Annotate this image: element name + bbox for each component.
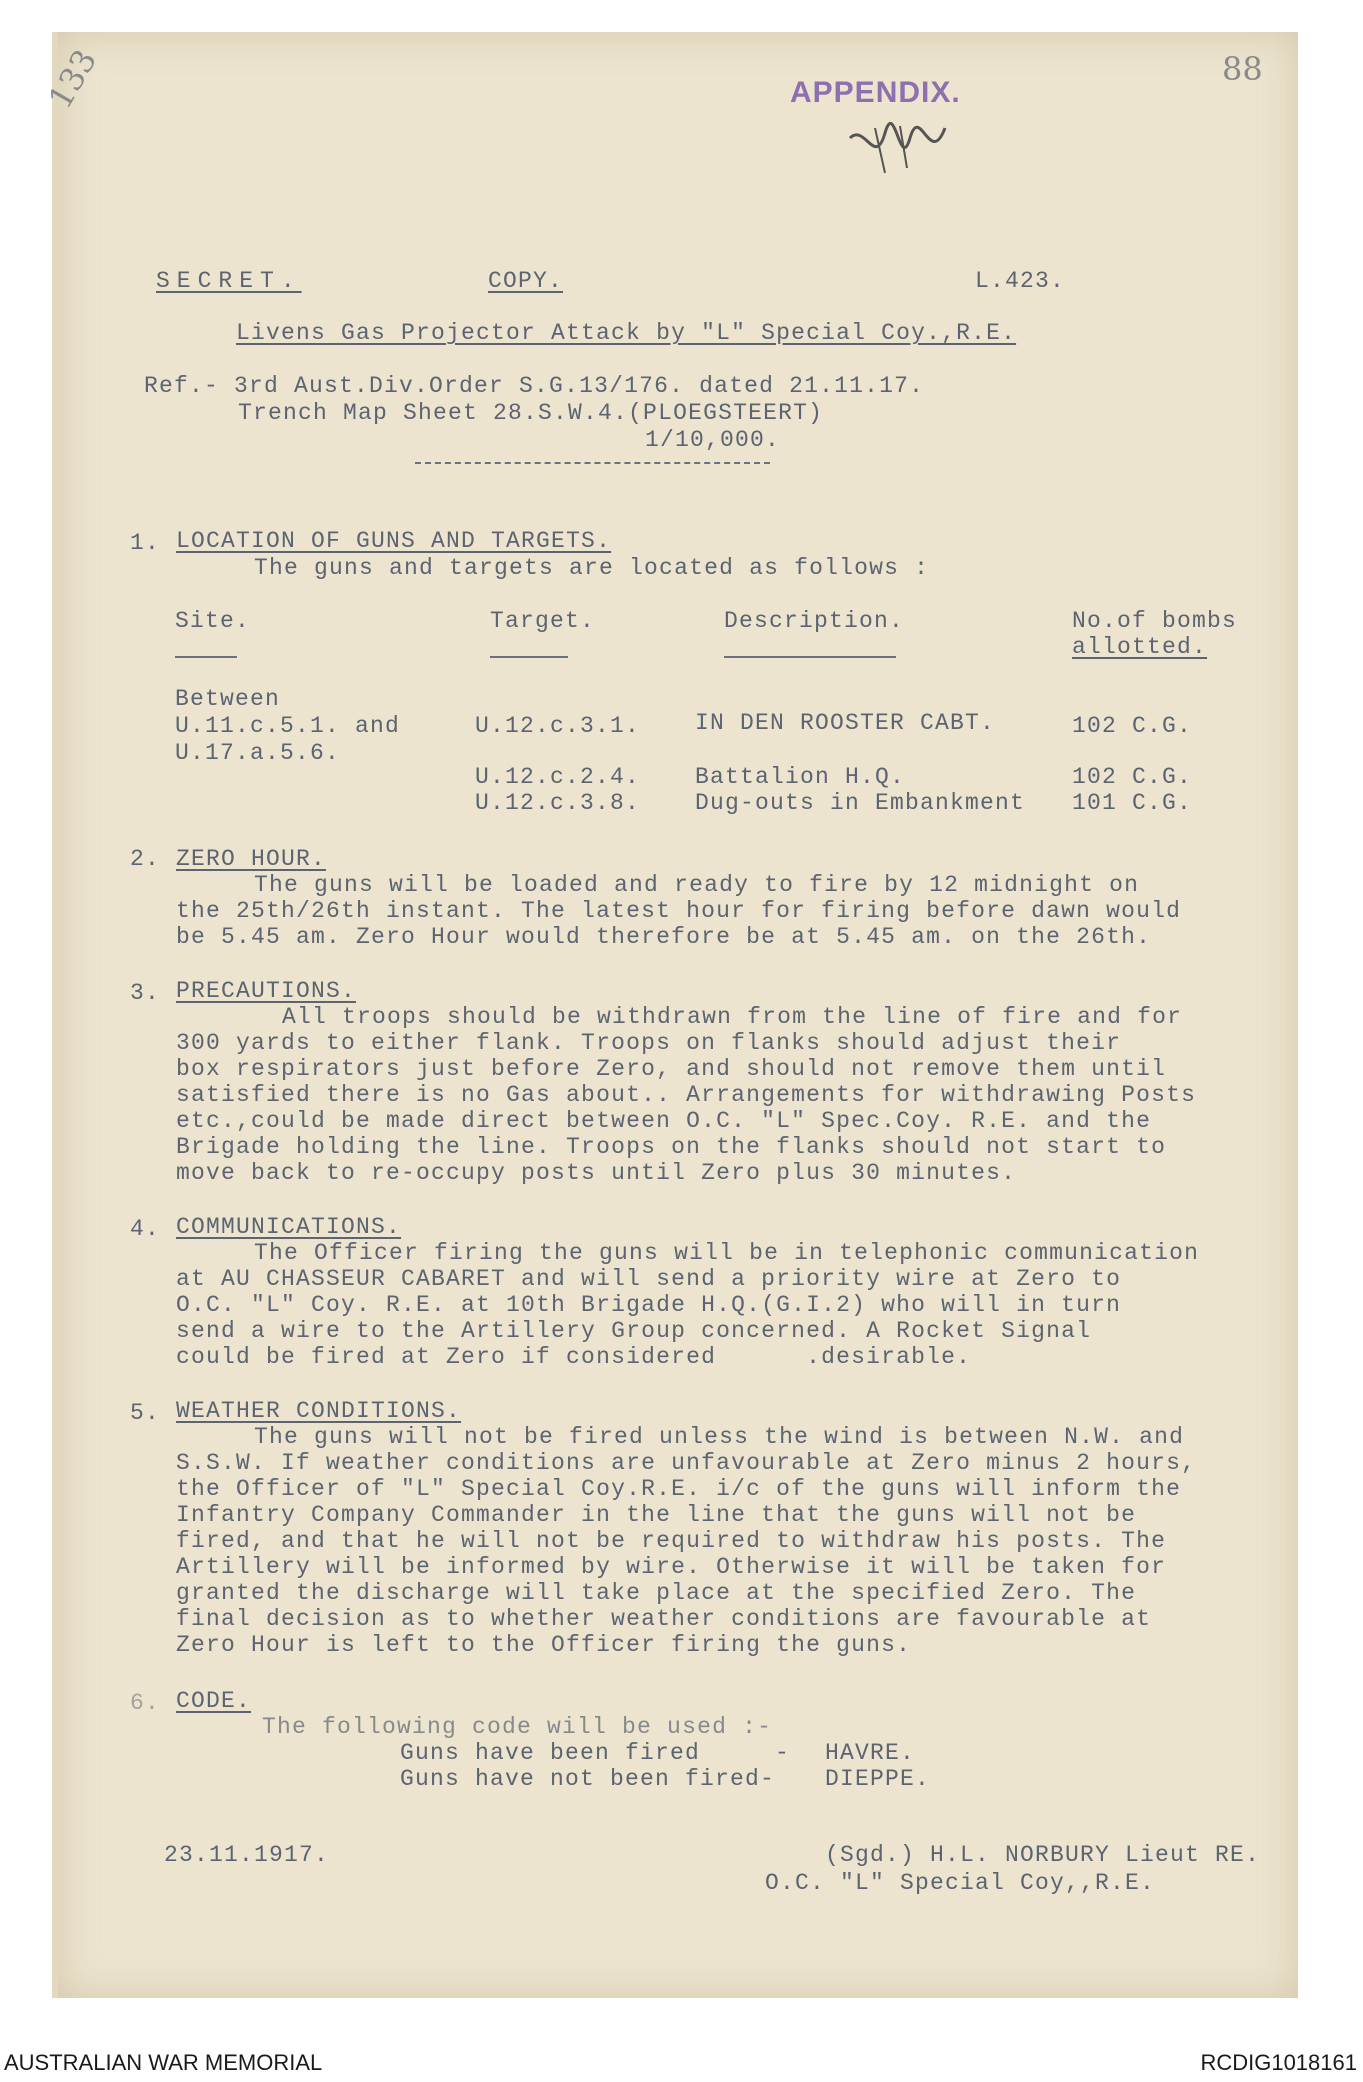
code-value-not-fired: DIEPPE. bbox=[825, 1766, 931, 1792]
description-row-1: IN DEN ROOSTER CABT. bbox=[695, 710, 996, 736]
section-5-line-2: S.S.W. If weather conditions are unfavourable at Zero minus 2 hours, bbox=[176, 1450, 1197, 1476]
footer-source: AUSTRALIAN WAR MEMORIAL bbox=[4, 2050, 323, 2075]
page-number: 88 bbox=[1222, 50, 1263, 88]
column-site: Site. bbox=[175, 608, 251, 634]
section-5-line-5: fired, and that he will not be required to withdraw his posts. The bbox=[176, 1528, 1167, 1554]
reference-code: L.423. bbox=[975, 268, 1066, 294]
ref-line-3: 1/10,000. bbox=[645, 427, 781, 453]
corner-number: 133 bbox=[40, 43, 105, 115]
column-bombs-line-2: allotted. bbox=[1072, 634, 1208, 660]
section-2-line-2: the 25th/26th instant. The latest hour for firing before dawn would bbox=[176, 898, 1182, 924]
ref-line-2: Trench Map Sheet 28.S.W.4.(PLOEGSTEERT) bbox=[238, 400, 824, 426]
target-row-3: U.12.c.3.8. bbox=[475, 790, 641, 816]
target-row-1: U.12.c.3.1. bbox=[475, 713, 641, 739]
section-5-line-1: The guns will not be fired unless the wind is between N.W. and bbox=[254, 1424, 1185, 1450]
handwritten-signature-icon bbox=[845, 118, 955, 178]
section-3-line-1: All troops should be withdrawn from the line of fire and for bbox=[282, 1004, 1183, 1030]
section-6-heading: CODE. bbox=[176, 1688, 252, 1714]
section-4-line-4: send a wire to the Artillery Group concerned. A Rocket Signal bbox=[176, 1318, 1092, 1344]
section-5-line-6: Artillery will be informed by wire. Otherwise it will be taken for bbox=[176, 1554, 1167, 1580]
section-1-intro: The guns and targets are located as follows : bbox=[254, 555, 930, 581]
section-5-number: 5. bbox=[130, 1400, 161, 1426]
section-3-line-3: box respirators just before Zero, and should not remove them until bbox=[176, 1056, 1167, 1082]
ref-line-1: Ref.- 3rd Aust.Div.Order S.G.13/176. dated 21.11.17. bbox=[144, 373, 925, 399]
bombs-row-2: 102 C.G. bbox=[1072, 764, 1193, 790]
column-target: Target. bbox=[490, 608, 596, 634]
site-line-3: U.17.a.5.6. bbox=[175, 740, 341, 766]
section-5-line-8: final decision as to whether weather conditions are favourable at bbox=[176, 1606, 1152, 1632]
section-5-line-3: the Officer of "L" Special Coy.R.E. i/c of the guns will inform the bbox=[176, 1476, 1182, 1502]
section-4-line-1: The Officer firing the guns will be in telephonic communication bbox=[254, 1240, 1200, 1266]
section-1-heading: LOCATION OF GUNS AND TARGETS. bbox=[176, 528, 612, 554]
section-2-number: 2. bbox=[130, 846, 161, 872]
copy-label: COPY. bbox=[488, 268, 564, 294]
target-row-2: U.12.c.2.4. bbox=[475, 764, 641, 790]
section-4-line-5: could be fired at Zero if considered .desirable. bbox=[176, 1344, 972, 1370]
description-row-2: Battalion H.Q. bbox=[695, 764, 906, 790]
signature-title: O.C. "L" Special Coy,,R.E. bbox=[765, 1870, 1156, 1896]
site-line-1: Between bbox=[175, 686, 281, 712]
section-3-number: 3. bbox=[130, 980, 161, 1006]
section-4-line-3: O.C. "L" Coy. R.E. at 10th Brigade H.Q.(G.I.2) who will in turn bbox=[176, 1292, 1122, 1318]
signature: (Sgd.) H.L. NORBURY Lieut RE. bbox=[825, 1842, 1261, 1868]
column-description-rule bbox=[724, 656, 896, 658]
description-row-3: Dug-outs in Embankment bbox=[695, 790, 1026, 816]
column-target-rule bbox=[490, 656, 568, 658]
section-3-line-4: satisfied there is no Gas about.. Arrangements for withdrawing Posts bbox=[176, 1082, 1197, 1108]
section-3-line-5: etc.,could be made direct between O.C. "L" Spec.Coy. R.E. and the bbox=[176, 1108, 1152, 1134]
bombs-row-3: 101 C.G. bbox=[1072, 790, 1193, 816]
document-date: 23.11.1917. bbox=[164, 1842, 330, 1868]
section-6-number: 6. bbox=[130, 1690, 161, 1716]
section-2-heading: ZERO HOUR. bbox=[176, 846, 327, 872]
divider bbox=[415, 462, 770, 464]
column-site-rule bbox=[175, 656, 237, 658]
code-label-fired: Guns have been fired - bbox=[400, 1740, 791, 1766]
column-description: Description. bbox=[724, 608, 905, 634]
code-value-fired: HAVRE. bbox=[825, 1740, 916, 1766]
bombs-row-1: 102 C.G. bbox=[1072, 713, 1193, 739]
secret-label: SECRET. bbox=[156, 268, 302, 294]
section-4-line-2: at AU CHASSEUR CABARET and will send a priority wire at Zero to bbox=[176, 1266, 1122, 1292]
section-3-line-2: 300 yards to either flank. Troops on flanks should adjust their bbox=[176, 1030, 1122, 1056]
section-2-line-3: be 5.45 am. Zero Hour would therefore be at 5.45 am. on the 26th. bbox=[176, 924, 1152, 950]
section-3-line-6: Brigade holding the line. Troops on the flanks should not start to bbox=[176, 1134, 1167, 1160]
section-3-heading: PRECAUTIONS. bbox=[176, 978, 357, 1004]
section-2-line-1: The guns will be loaded and ready to fire by 12 midnight on bbox=[254, 872, 1140, 898]
footer-id: RCDIG1018161 bbox=[1200, 2050, 1357, 2075]
column-bombs: No.of bombs bbox=[1072, 608, 1238, 634]
section-5-line-9: Zero Hour is left to the Officer firing the guns. bbox=[176, 1632, 912, 1658]
section-3-line-7: move back to re-occupy posts until Zero plus 30 minutes. bbox=[176, 1160, 1017, 1186]
site-line-2: U.11.c.5.1. and bbox=[175, 713, 401, 739]
section-5-heading: WEATHER CONDITIONS. bbox=[176, 1398, 462, 1424]
section-5-line-4: Infantry Company Commander in the line that the guns will not be bbox=[176, 1502, 1137, 1528]
section-4-heading: COMMUNICATIONS. bbox=[176, 1214, 402, 1240]
section-5-line-7: granted the discharge will take place at the specified Zero. The bbox=[176, 1580, 1137, 1606]
section-1-number: 1. bbox=[130, 530, 161, 556]
section-4-number: 4. bbox=[130, 1216, 161, 1242]
code-label-not-fired: Guns have not been fired- bbox=[400, 1766, 776, 1792]
document-subject: Livens Gas Projector Attack by "L" Special Coy.,R.E. bbox=[236, 320, 1017, 346]
appendix-stamp: APPENDIX. bbox=[790, 76, 961, 109]
section-6-intro: The following code will be used :- bbox=[262, 1714, 773, 1740]
